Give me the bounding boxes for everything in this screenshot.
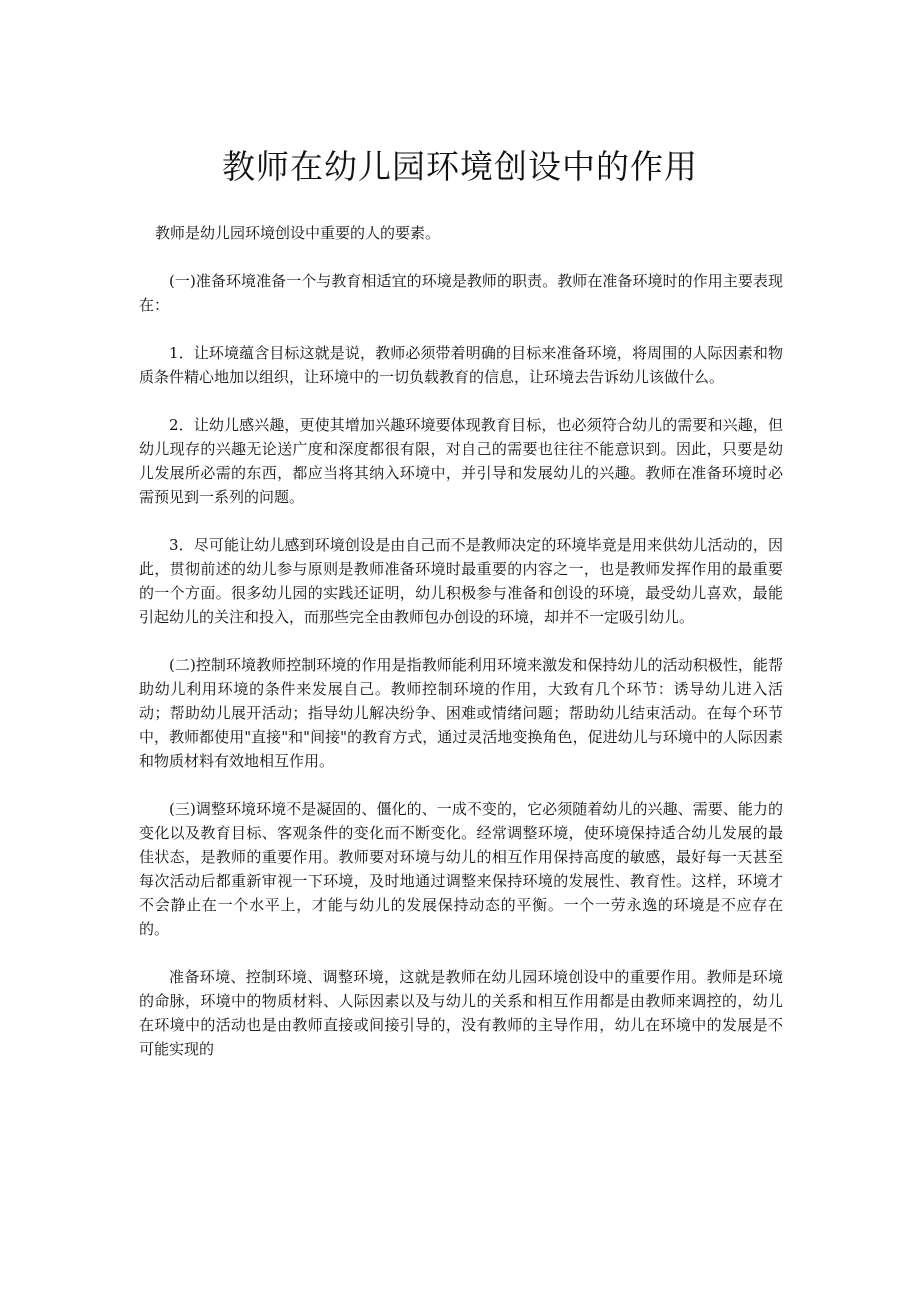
document-title: 教师在幼儿园环境创设中的作用: [222, 147, 698, 186]
document-body: [139, 221, 783, 1085]
paragraph-section-1: (一)准备环境准备一个与教育相适宜的环境是教师的职责。教师在准备环境时的作用主要表现在：: [139, 272, 783, 314]
paragraph-point-1: 1．让环境蕴含目标这就是说，教师必须带着明确的目标来准备环境，将周围的人际因素和物质条件精心地加以组织，让环境中的一切负载教育的信息，让环境去告诉幼儿该做什么。: [139, 344, 783, 386]
paragraph-intro: 教师是幼儿园环境创设中重要的人的要素。: [155, 224, 441, 242]
paragraph-point-2: 2．让幼儿感兴趣，更使其增加兴趣环境要体现教育目标，也必须符合幼儿的需要和兴趣，但幼儿现存的兴趣无论送广度和深度都很有限，对自己的需要也往往不能意识到。因此，只要是幼儿发展所必需的东西，都应当将其纳入环境中，并引导和发展幼儿的兴趣。教师在准备环境时必需预见到一系列的问题。: [139, 416, 783, 506]
paragraph-section-2: (二)控制环境教师控制环境的作用是指教师能利用环境来激发和保持幼儿的活动积极性，能帮助幼儿利用环境的条件来发展自己。教师控制环境的作用，大致有几个环节：诱导幼儿进入活动；帮助幼儿展开活动；指导幼儿解决纷争、困难或情绪问题；帮助幼儿结束活动。在每个环节中，教师都使用"直接"和"间接"的教育方式，通过灵活地变换角色，促进幼儿与环境中的人际因素和物质材料有效地相互作用。: [139, 656, 783, 770]
paragraph-conclusion: 准备环境、控制环境、调整环境，这就是教师在幼儿园环境创设中的重要作用。教师是环境的命脉，环境中的物质材料、人际因素以及与幼儿的关系和相互作用都是由教师来调控的，幼儿在环境中的活动也是由教师直接或间接引导的，没有教师的主导作用，幼儿在环境中的发展是不可能实现的: [139, 968, 783, 1058]
paragraph-point-3: 3．尽可能让幼儿感到环境创设是由自己而不是教师决定的环境毕竟是用来供幼儿活动的，因此，贯彻前述的幼儿参与原则是教师准备环境时最重要的内容之一，也是教师发挥作用的最重要的一个方面。很多幼儿园的实践还证明，幼儿积极参与准备和创设的环境，最受幼儿喜欢，最能引起幼儿的关注和投入，而那些完全由教师包办创设的环境，却并不一定吸引幼儿。: [139, 536, 783, 626]
paragraph-section-3: (三)调整环境环境不是凝固的、僵化的、一成不变的，它必须随着幼儿的兴趣、需要、能力的变化以及教育目标、客观条件的变化而不断变化。经常调整环境，使环境保持适合幼儿发展的最佳状态，是教师的重要作用。教师要对环境与幼儿的相互作用保持高度的敏感，最好每一天甚至每次活动后都重新审视一下环境，及时地通过调整来保持环境的发展性、教育性。这样，环境才不会静止在一个水平上，才能与幼儿的发展保持动态的平衡。一个一劳永逸的环境是不应存在的。: [139, 800, 783, 938]
